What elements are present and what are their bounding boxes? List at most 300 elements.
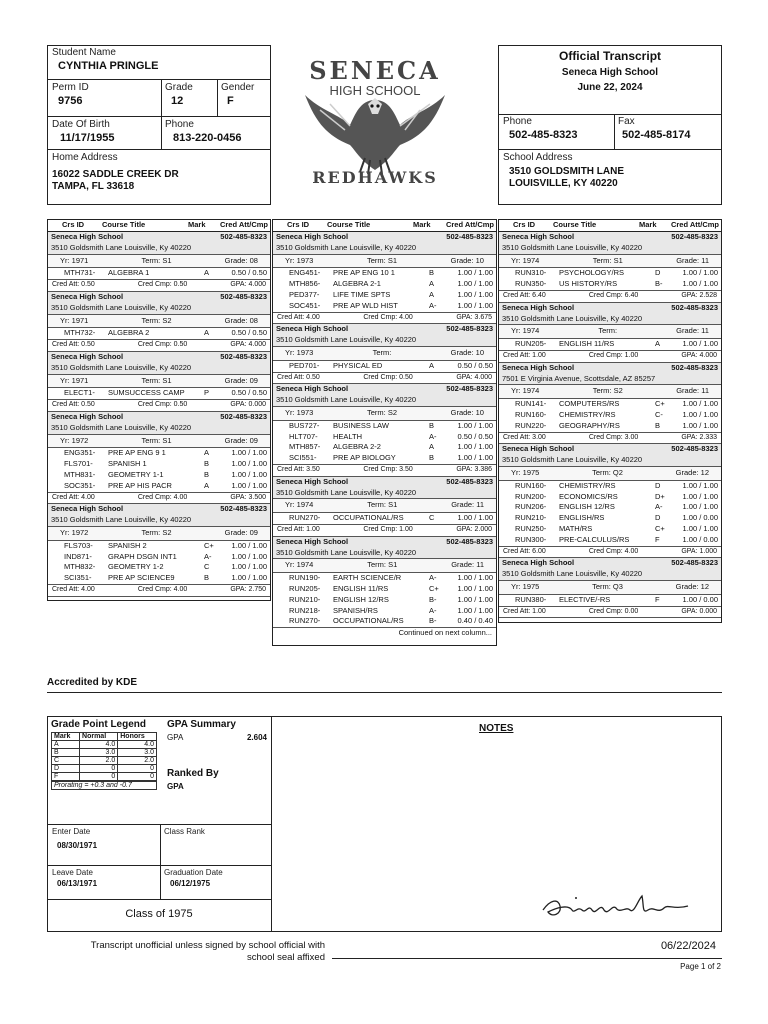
header-cred: Cred Att/Cmp: [219, 220, 268, 230]
school-logo: [300, 56, 450, 196]
course-title: SUMSUCCESS CAMP: [108, 388, 185, 398]
term-school-name: Seneca High School: [502, 444, 575, 454]
term-totals: [48, 279, 270, 292]
legend-row: [52, 773, 157, 781]
school-header: [273, 477, 496, 499]
term-gpa: GPA: 0.000: [230, 401, 266, 409]
term-gpa: GPA: 2.333: [681, 433, 717, 441]
logo-mascot: REDHAWKS: [312, 168, 438, 187]
course-title: HEALTH: [333, 431, 363, 441]
course-mark: B: [655, 420, 661, 430]
term-grade: Grade: 11: [676, 326, 709, 336]
term-totals: [499, 606, 721, 619]
term-totals: [499, 432, 721, 445]
term-year-row: [48, 434, 270, 449]
legend-row: [52, 749, 157, 757]
term-school-phone: 502-485-8323: [446, 324, 493, 334]
cred-attempted: Cred Att: 3.00: [503, 433, 546, 441]
course-row: [499, 410, 721, 421]
term-year-row: [48, 254, 270, 269]
term-term: Term: S1: [141, 375, 172, 385]
course-credits: 1.00 / 1.00: [682, 502, 718, 512]
course-credits: 0.50 / 0.50: [457, 360, 493, 370]
course-id: MTH732-: [64, 328, 96, 338]
school-address-label: School Address: [503, 152, 573, 163]
course-title: PHYSICAL ED: [333, 360, 383, 370]
term-term: Term: S1: [367, 500, 398, 510]
term-term: Term: S1: [141, 435, 172, 445]
course-id: RUN210-: [289, 594, 321, 604]
course-id: MTH831-: [64, 469, 96, 479]
header-crs-id: Crs ID: [513, 220, 536, 230]
course-credits: 1.00 / 1.00: [231, 562, 267, 572]
course-title: CHEMISTRY/RS: [559, 480, 616, 490]
leave-date-label: Leave Date: [52, 868, 93, 877]
page-number: Page 1 of 2: [680, 962, 721, 971]
header-cred: Cred Att/Cmp: [445, 220, 494, 230]
course-title: COMPUTERS/RS: [559, 399, 620, 409]
term-term: Term: S2: [366, 407, 397, 417]
course-id: RUN160-: [515, 409, 547, 419]
course-title: ENGLISH/RS: [559, 513, 605, 523]
legend-cell: 0: [80, 765, 118, 773]
term-term: Term: Q2: [592, 467, 623, 477]
course-credits: 1.00 / 1.00: [457, 268, 493, 278]
course-row: [48, 268, 270, 279]
term-term: Term: S2: [141, 527, 172, 537]
course-credits: 1.00 / 1.00: [457, 513, 493, 523]
term-school-phone: 502-485-8323: [671, 302, 718, 312]
course-mark: A: [204, 268, 210, 278]
legend-cell: 2.0: [118, 757, 157, 765]
term-term: Term:: [372, 347, 392, 357]
school-header: [48, 292, 270, 314]
course-id: RUN270-: [289, 616, 321, 626]
term-gpa: GPA: 4.000: [681, 351, 717, 359]
course-id: RUN270-: [289, 513, 321, 523]
legend-cell: F: [52, 773, 80, 781]
course-mark: C+: [655, 399, 665, 409]
course-row: [499, 513, 721, 524]
school-line: [51, 412, 267, 423]
term-school-address: 3510 Goldsmith Lane Louisville, Ky 40220: [276, 335, 417, 345]
legend-cell: 0: [118, 765, 157, 773]
term-year-row: [273, 498, 496, 513]
course-mark: C+: [655, 523, 665, 533]
cred-completed: Cred Cmp: 3.50: [363, 465, 413, 473]
graduation-date-label: Graduation Date: [164, 868, 223, 877]
course-mark: A: [655, 339, 661, 349]
course-mark: B: [204, 459, 210, 469]
term-year-row: [499, 324, 721, 339]
course-credits: 1.00 / 1.00: [231, 459, 267, 469]
term-year-row: [499, 384, 721, 399]
course-row: [499, 492, 721, 503]
term-school-address: 3510 Goldsmith Lane Louisville, Ky 40220: [51, 242, 192, 252]
term-year: Yr: 1974: [285, 500, 314, 510]
term-year-row: [48, 526, 270, 541]
term-block: [499, 232, 721, 303]
term-block: [499, 444, 721, 558]
course-title: PRE AP ENG 9 1: [108, 448, 166, 458]
school-header: [499, 558, 721, 580]
legend-header: Mark: [52, 733, 80, 741]
course-title: BUSINESS LAW: [333, 420, 389, 430]
legend-row: [52, 765, 157, 773]
term-year: Yr: 1974: [511, 386, 540, 396]
term-school-phone: 502-485-8323: [671, 362, 718, 372]
term-school-phone: 502-485-8323: [220, 351, 267, 361]
legend-cell: C: [52, 757, 80, 765]
term-school-name: Seneca High School: [502, 558, 575, 568]
course-row: [499, 339, 721, 350]
course-credits: 1.00 / 1.00: [231, 573, 267, 583]
header-course-title: Course Title: [327, 220, 371, 230]
course-id: FLS703-: [64, 540, 93, 550]
course-id: RUN218-: [289, 605, 321, 615]
course-title: GEOMETRY 1-1: [108, 469, 164, 479]
term-year: Yr: 1974: [511, 255, 540, 265]
course-mark: A-: [655, 502, 663, 512]
cred-completed: Cred Cmp: 3.00: [588, 433, 639, 441]
ranked-by-title: Ranked By: [167, 768, 219, 779]
cred-attempted: Cred Att: 4.00: [277, 313, 320, 321]
school-line: [502, 303, 718, 314]
legend-header: Honors: [118, 733, 157, 741]
gpa-summary-title: GPA Summary: [167, 719, 236, 730]
course-title: ENGLISH 12/RS: [333, 594, 389, 604]
course-mark: B-: [429, 594, 437, 604]
course-credits: 1.00 / 1.00: [682, 523, 718, 533]
term-gpa: GPA: 0.000: [681, 607, 717, 615]
course-credits: 1.00 / 1.00: [682, 279, 718, 289]
school-header: [499, 363, 721, 385]
course-id: SOC351-: [64, 480, 96, 490]
course-mark: A: [429, 360, 435, 370]
course-id: RUN220-: [515, 420, 547, 430]
course-mark: P: [204, 388, 210, 398]
course-mark: A-: [429, 431, 437, 441]
course-row: [48, 388, 270, 399]
term-totals: [273, 372, 496, 385]
term-grade: Grade: 10: [450, 255, 484, 265]
term-block: [273, 477, 496, 537]
graduation-date: 06/12/1975: [170, 879, 211, 888]
course-credits: 1.00 / 1.00: [457, 300, 493, 310]
school-header: [273, 324, 496, 346]
school-header: [273, 384, 496, 406]
course-title: LIFE TIME SPTS: [333, 289, 391, 299]
course-row: [499, 524, 721, 535]
course-mark: B-: [655, 279, 663, 289]
term-year: Yr: 1972: [60, 527, 89, 537]
disclaimer-line2: school seal affixed: [247, 952, 325, 963]
term-term: Term: S1: [141, 255, 172, 265]
cred-completed: Cred Cmp: 1.00: [363, 525, 413, 533]
course-row: [499, 535, 721, 546]
logo-sub: HIGH SCHOOL: [329, 83, 421, 98]
header-crs-id: Crs ID: [287, 220, 310, 230]
term-totals: [273, 524, 496, 537]
course-credits: 1.00 / 1.00: [682, 339, 718, 349]
term-gpa: GPA: 4.000: [230, 341, 266, 349]
term-grade: Grade: 11: [676, 255, 709, 265]
header-course-title: Course Title: [102, 220, 146, 230]
school-header: [273, 537, 496, 559]
term-year: Yr: 1975: [511, 581, 540, 591]
school-line: [276, 384, 493, 395]
course-row: [499, 502, 721, 513]
term-school-phone: 502-485-8323: [220, 232, 267, 241]
legend-cell: 2.0: [80, 757, 118, 765]
course-row: [273, 606, 496, 617]
term-block: [499, 558, 721, 618]
term-school-name: Seneca High School: [276, 536, 349, 546]
term-gpa: GPA: 4.000: [230, 281, 266, 289]
legend-cell: D: [52, 765, 80, 773]
course-id: MTH857-: [289, 442, 321, 452]
course-id: RUN380-: [515, 594, 547, 604]
course-row: [499, 481, 721, 492]
cred-completed: Cred Cmp: 0.50: [137, 281, 188, 289]
legend-cell: 3.0: [80, 749, 118, 757]
term-year-row: [273, 346, 496, 361]
term-year-row: [273, 254, 496, 269]
course-id: RUN206-: [515, 502, 547, 512]
school-line: [276, 477, 493, 488]
cred-attempted: Cred Att: 0.50: [52, 401, 95, 409]
course-mark: D: [655, 513, 661, 523]
term-year: Yr: 1974: [511, 326, 540, 336]
course-id: ELECT1-: [64, 388, 95, 398]
transcript-date: June 22, 2024: [577, 82, 643, 93]
course-id: BUS727-: [289, 420, 320, 430]
term-term: Term: S2: [592, 386, 623, 396]
term-school-name: Seneca High School: [51, 504, 124, 514]
gender-value: F: [227, 95, 234, 107]
school-header: [48, 352, 270, 374]
gpa-label: GPA: [167, 733, 184, 742]
transcript-title: Official Transcript: [558, 49, 662, 63]
term-school-address: 3510 Goldsmith Lane Louisville, Ky 40220: [502, 313, 643, 323]
term-grade: Grade: 09: [224, 527, 258, 537]
course-row: [273, 301, 496, 312]
home-address-line1: 16022 SADDLE CREEK DR: [52, 169, 179, 180]
cred-completed: Cred Cmp: 4.00: [363, 313, 413, 321]
term-school-phone: 502-485-8323: [220, 291, 267, 301]
term-totals: [499, 290, 721, 303]
course-credits: 1.00 / 1.00: [231, 551, 267, 561]
student-name-label: Student Name: [52, 47, 116, 58]
course-row: [48, 562, 270, 573]
term-block: [273, 324, 496, 384]
legend-header: Normal: [80, 733, 118, 741]
term-grade: Grade: 11: [451, 500, 484, 510]
course-credits: 1.00 / 1.00: [682, 491, 718, 501]
legend-cell: 0: [80, 773, 118, 781]
course-title: SPANISH/RS: [333, 605, 378, 615]
term-school-name: Seneca High School: [502, 362, 575, 372]
term-school-name: Seneca High School: [502, 302, 575, 312]
course-title: ECONOMICS/RS: [559, 491, 618, 501]
term-school-name: Seneca High School: [276, 232, 349, 241]
cred-completed: Cred Cmp: 4.00: [137, 493, 188, 501]
course-title: ALGEBRA 2-2: [333, 442, 381, 452]
leave-date: 06/13/1971: [57, 879, 98, 888]
course-mark: A-: [204, 551, 212, 561]
course-title: EARTH SCIENCE/R: [333, 573, 402, 583]
student-name: CYNTHIA PRINGLE: [58, 60, 159, 72]
course-row: [273, 573, 496, 584]
cred-completed: Cred Cmp: 6.40: [588, 291, 639, 299]
course-row: [48, 470, 270, 481]
cred-attempted: Cred Att: 1.00: [277, 525, 320, 533]
term-block: [499, 363, 721, 445]
gender-label: Gender: [221, 82, 255, 93]
course-row: [273, 432, 496, 443]
school-header: [273, 232, 496, 254]
course-mark: C: [204, 562, 210, 572]
term-year: Yr: 1972: [60, 435, 89, 445]
term-year: Yr: 1971: [60, 315, 89, 325]
term-school-phone: 502-485-8323: [671, 444, 718, 454]
cred-attempted: Cred Att: 6.40: [503, 291, 546, 299]
course-credits: 1.00 / 1.00: [457, 279, 493, 289]
course-row: [48, 448, 270, 459]
term-school-name: Seneca High School: [276, 384, 349, 394]
school-header: [499, 444, 721, 466]
term-block: [499, 303, 721, 363]
course-row: [48, 481, 270, 492]
term-gpa: GPA: 3.500: [230, 493, 266, 501]
course-row: [48, 573, 270, 584]
term-term: Term: S1: [367, 560, 398, 570]
term-school-phone: 502-485-8323: [220, 504, 267, 514]
course-title: ENGLISH 11/RS: [559, 339, 615, 349]
course-id: FLS701-: [64, 459, 93, 469]
course-title: PRE-CALCULUS/RS: [559, 534, 630, 544]
cred-attempted: Cred Att: 4.00: [52, 585, 95, 593]
course-title: OCCUPATIONAL/RS: [333, 513, 404, 523]
ranked-by-value: GPA: [167, 782, 184, 791]
course-title: SPANISH 2: [108, 540, 147, 550]
term-grade: Grade: 08: [224, 315, 258, 325]
term-school-phone: 502-485-8323: [446, 476, 493, 486]
course-credits: 1.00 / 1.00: [457, 583, 493, 593]
enter-date: 08/30/1971: [57, 841, 98, 850]
header-course-title: Course Title: [553, 220, 597, 230]
course-title: PRE AP BIOLOGY: [333, 453, 396, 463]
course-credits: 0.50 / 0.50: [231, 268, 267, 278]
term-school-phone: 502-485-8323: [446, 536, 493, 546]
term-gpa: GPA: 1.000: [681, 547, 717, 555]
cred-completed: Cred Cmp: 0.50: [363, 373, 413, 381]
legend-cell: 0: [118, 773, 157, 781]
term-gpa: GPA: 2.528: [681, 291, 717, 299]
term-term: Term: S1: [592, 255, 623, 265]
course-mark: A: [204, 328, 210, 338]
course-id: SOC451-: [289, 300, 321, 310]
course-credits: 0.50 / 0.50: [231, 328, 267, 338]
course-credits: 0.50 / 0.50: [457, 431, 493, 441]
term-school-address: 3510 Goldsmith Lane Louisville, Ky 40220: [51, 422, 192, 432]
school-header: [499, 303, 721, 325]
course-row: [273, 595, 496, 606]
course-id: RUN160-: [515, 480, 547, 490]
term-grade: Grade: 10: [450, 407, 484, 417]
legend-row: [52, 757, 157, 765]
class-rank-label: Class Rank: [164, 827, 205, 836]
course-id: RUN300-: [515, 534, 547, 544]
term-totals: [499, 546, 721, 559]
cred-attempted: Cred Att: 0.50: [277, 373, 320, 381]
course-row: [48, 541, 270, 552]
course-credits: 1.00 / 1.00: [231, 469, 267, 479]
course-mark: C+: [204, 540, 214, 550]
cred-completed: Cred Cmp: 0.50: [137, 401, 188, 409]
course-mark: C: [429, 513, 435, 523]
class-of: Class of 1975: [125, 908, 193, 920]
term-year-row: [499, 254, 721, 269]
term-school-name: Seneca High School: [276, 476, 349, 486]
term-block: [273, 232, 496, 324]
course-id: IND871-: [64, 551, 92, 561]
school-line: [51, 292, 267, 303]
school-header: [48, 232, 270, 254]
course-credits: 1.00 / 0.00: [682, 594, 718, 604]
course-id: RUN190-: [289, 573, 321, 583]
term-year: Yr: 1973: [285, 407, 314, 417]
course-mark: F: [655, 534, 660, 544]
term-school-address: 7501 E Virginia Avenue, Scottsdale, AZ 85257: [502, 373, 656, 383]
term-grade: Grade: 08: [224, 255, 258, 265]
prorating-note: Prorating = +0.3 and -0.7: [51, 781, 157, 790]
course-row: [273, 421, 496, 432]
course-title: PRE AP SCIENCE9: [108, 573, 175, 583]
course-id: SCI351-: [64, 573, 92, 583]
transcript-column-3: [498, 219, 722, 623]
course-id: RUN205-: [515, 339, 547, 349]
term-school-name: Seneca High School: [276, 324, 349, 334]
term-gpa: GPA: 4.000: [456, 373, 492, 381]
course-mark: D: [655, 268, 661, 278]
student-phone-label: Phone: [165, 119, 194, 130]
legend-cell: 4.0: [80, 741, 118, 749]
school-line: [51, 504, 267, 515]
course-credits: 1.00 / 1.00: [457, 594, 493, 604]
school-line: [51, 232, 267, 243]
term-school-name: Seneca High School: [502, 232, 575, 241]
course-title: ALGEBRA 1: [108, 268, 150, 278]
school-address-line1: 3510 GOLDSMITH LANE: [509, 166, 625, 177]
course-title: ENGLISH 12/RS: [559, 502, 615, 512]
enter-date-label: Enter Date: [52, 827, 91, 836]
term-totals: [499, 350, 721, 363]
term-totals: [273, 312, 496, 325]
course-id: HLT707-: [289, 431, 318, 441]
term-school-address: 3510 Goldsmith Lane Louisville, Ky 40220: [276, 547, 417, 557]
term-year: Yr: 1973: [285, 255, 314, 265]
course-credits: 1.00 / 1.00: [682, 480, 718, 490]
course-title: PRE AP WLD HIST: [333, 300, 398, 310]
course-credits: 1.00 / 1.00: [682, 399, 718, 409]
term-school-address: 3510 Goldsmith Lane Louisville, Ky 40220: [51, 362, 192, 372]
hawk-icon: [300, 90, 450, 180]
legend-cell: 4.0: [118, 741, 157, 749]
course-credits: 1.00 / 0.00: [682, 534, 718, 544]
term-school-address: 3510 Goldsmith Lane Louisville, Ky 40220: [502, 242, 643, 252]
term-gpa: GPA: 2.750: [230, 585, 266, 593]
